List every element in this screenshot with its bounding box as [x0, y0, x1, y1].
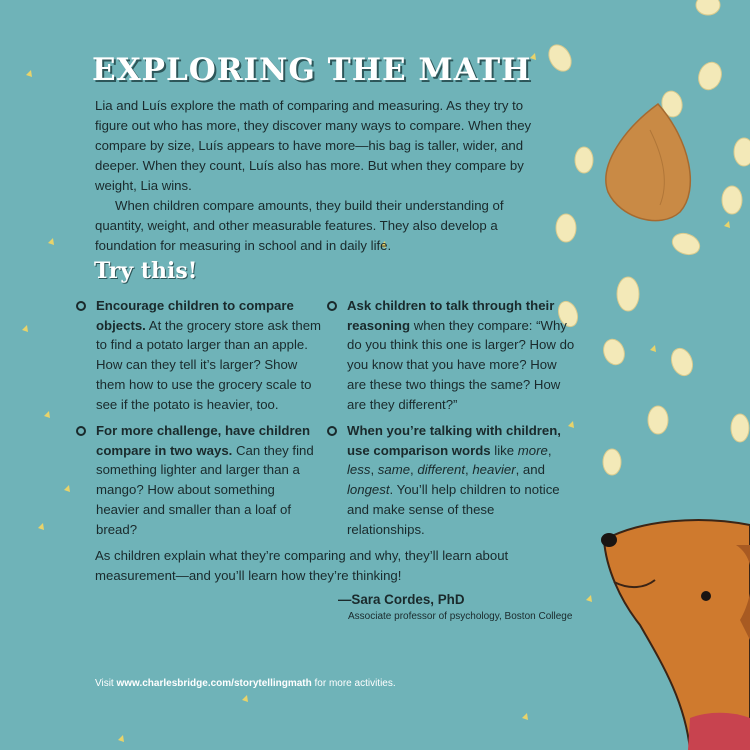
comparison-word: less	[347, 462, 371, 478]
intro-paragraph-2: When children compare amounts, they build their understanding of quantity, weight, and other measurable features. They also develop a foundation for measuring in school and in daily life.	[95, 198, 504, 253]
visit-prefix: Visit	[95, 678, 117, 689]
separator: ,	[370, 462, 378, 478]
tip-4	[347, 421, 575, 539]
bullet-icon	[76, 426, 86, 436]
separator: ,	[465, 462, 473, 478]
tip-4-bold: When you’re talking with children, use comparison words	[347, 423, 561, 458]
tip-2-body: when they compare: “Why do you think this one is larger? How do you know that you have more? How are these two things the same? How are they different?”	[347, 317, 575, 412]
tip-3-body: Can they find something lighter and larger than a mango? How about something heavier and smaller than a loaf of bread?	[96, 442, 314, 537]
intro-text	[95, 96, 555, 256]
tip-1-body: At the grocery store ask them to find a potato larger than an apple. How can they tell it’s larger? Show them how to use the grocery scale to see if the potato is heavier, too.	[96, 317, 322, 412]
dog-illustration	[601, 520, 750, 750]
tip-2-bold: Ask children to talk through their reasoning	[347, 298, 555, 333]
tip-1-text	[96, 296, 326, 414]
bullet-icon	[327, 301, 337, 311]
tip-4-text	[347, 421, 575, 539]
visit-line	[95, 678, 396, 689]
tip-1	[96, 296, 326, 414]
comparison-word: longest	[347, 482, 390, 498]
bullet-icon	[327, 426, 337, 436]
comparison-word: more	[517, 442, 548, 458]
separator: ,	[410, 462, 418, 478]
almond-illustration	[606, 104, 690, 221]
closing-text: As children explain what they’re comparing and why, they’ll learn about measurement—and you’ll learn how they’re thinking!	[95, 548, 509, 583]
signature-name: —Sara Cordes, PhD	[338, 592, 465, 607]
tip-4-body-a: like	[490, 442, 518, 458]
tip-4-body-b: . You’ll help children to notice and make sense of these relationships.	[347, 482, 560, 537]
signature-title: Associate professor of psychology, Boston College	[348, 611, 573, 622]
separator: , and	[515, 462, 545, 478]
page-title: EXPLORING THE MATH	[92, 52, 532, 88]
tip-3-text	[96, 421, 318, 539]
tip-3	[96, 421, 318, 539]
tip-2-text	[347, 296, 577, 414]
tip-1-bold: Encourage children to compare objects.	[96, 298, 294, 333]
bullet-icon	[76, 301, 86, 311]
comparison-word: heavier	[472, 462, 516, 478]
try-this-heading: Try this!	[94, 258, 198, 284]
comparison-word: same	[377, 462, 411, 478]
visit-suffix: for more activities.	[311, 678, 396, 689]
comparison-word: different	[417, 462, 466, 478]
visit-link[interactable]: www.charlesbridge.com/storytellingmath	[116, 678, 312, 689]
tip-2	[347, 296, 577, 414]
intro-paragraph-1: Lia and Luís explore the math of comparing and measuring. As they try to figure out who has more, they discover many ways to compare. When they compare by size, Luís appears to have more—his bag is taller, wider, and deeper. When they count, Luís also has more. But when they compare by weight, Lia wins.	[95, 98, 532, 193]
separator: ,	[547, 442, 552, 458]
tip-3-bold: For more challenge, have children compare in two ways.	[96, 423, 310, 458]
